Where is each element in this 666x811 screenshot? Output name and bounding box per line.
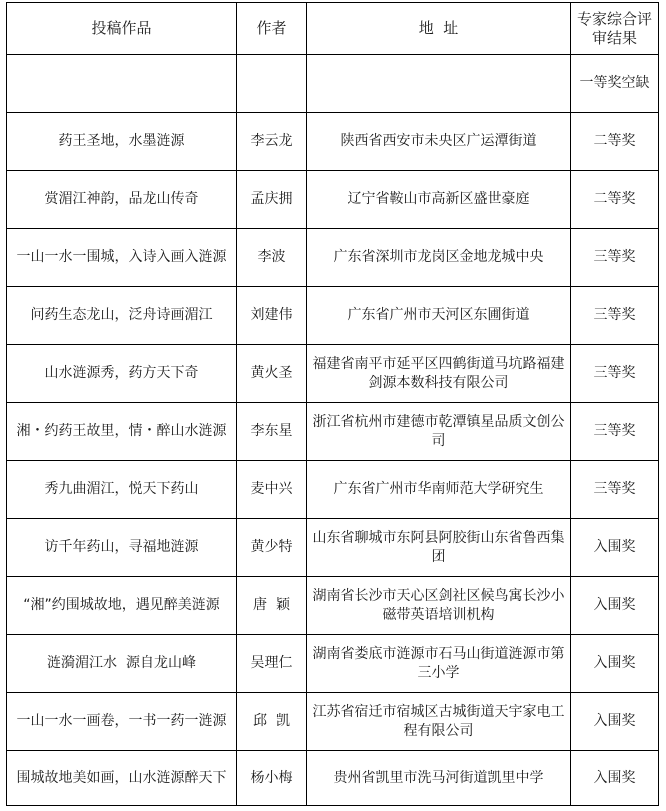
result-cell: 三等奖 (571, 403, 659, 461)
author-cell: 黄火圣 (237, 345, 307, 403)
author-cell: 李云龙 (237, 113, 307, 171)
address-cell: 福建省南平市延平区四鹤街道马坑路福建剑源本数科技有限公司 (307, 345, 571, 403)
table-row (7, 229, 659, 287)
author-cell: 杨小梅 (237, 751, 307, 806)
award-results-table (6, 2, 659, 806)
work-cell (7, 55, 237, 113)
address-cell: 陕西省西安市未央区广运潭街道 (307, 113, 571, 171)
address-cell: 广东省广州市天河区东圃街道 (307, 287, 571, 345)
author-cell: 黄少特 (237, 519, 307, 577)
work-cell: 问药生态龙山，泛舟诗画湄江 (7, 287, 237, 345)
work-cell: 一山一水一围城，入诗入画入涟源 (7, 229, 237, 287)
table-row (7, 55, 659, 113)
result-cell: 三等奖 (571, 287, 659, 345)
author-cell: 吴理仁 (237, 635, 307, 693)
column-header-author: 作者 (237, 3, 307, 55)
result-cell: 二等奖 (571, 113, 659, 171)
table-row (7, 635, 659, 693)
table-header-row (7, 3, 659, 55)
address-cell: 广东省广州市华南师范大学研究生 (307, 461, 571, 519)
author-cell (237, 55, 307, 113)
table-row (7, 345, 659, 403)
author-cell: 刘建伟 (237, 287, 307, 345)
column-header-result: 专家综合评审结果 (571, 3, 659, 55)
result-cell: 一等奖空缺 (571, 55, 659, 113)
work-cell: 涟漪湄江水 源自龙山峰 (7, 635, 237, 693)
table-row (7, 113, 659, 171)
author-cell: 唐 颖 (237, 577, 307, 635)
table-row (7, 287, 659, 345)
result-cell: 三等奖 (571, 461, 659, 519)
work-cell: 赏湄江神韵，品龙山传奇 (7, 171, 237, 229)
table-row (7, 693, 659, 751)
work-cell: “湘”约围城故地，遇见醉美涟源 (7, 577, 237, 635)
author-cell: 孟庆拥 (237, 171, 307, 229)
address-cell: 贵州省凯里市洗马河街道凯里中学 (307, 751, 571, 806)
address-cell: 浙江省杭州市建德市乾潭镇星品质文创公司 (307, 403, 571, 461)
work-cell: 药王圣地，水墨涟源 (7, 113, 237, 171)
table-row (7, 403, 659, 461)
address-cell: 广东省深圳市龙岗区金地龙城中央 (307, 229, 571, 287)
result-cell: 三等奖 (571, 229, 659, 287)
table-row (7, 171, 659, 229)
work-cell: 围城故地美如画，山水涟源醉天下 (7, 751, 237, 806)
work-cell: 山水涟源秀，药方天下奇 (7, 345, 237, 403)
address-cell: 湖南省娄底市涟源市石马山街道涟源市第三小学 (307, 635, 571, 693)
address-cell: 湖南省长沙市天心区剑社区候鸟寓长沙小磁带英语培训机构 (307, 577, 571, 635)
result-cell: 入围奖 (571, 635, 659, 693)
work-cell: 秀九曲湄江，悦天下药山 (7, 461, 237, 519)
result-cell: 入围奖 (571, 577, 659, 635)
address-cell (307, 55, 571, 113)
result-cell: 入围奖 (571, 693, 659, 751)
address-cell: 山东省聊城市东阿县阿胶街山东省鲁西集团 (307, 519, 571, 577)
column-header-address: 地 址 (307, 3, 571, 55)
author-cell: 麦中兴 (237, 461, 307, 519)
author-cell: 李波 (237, 229, 307, 287)
table-row (7, 751, 659, 806)
column-header-work: 投稿作品 (7, 3, 237, 55)
address-cell: 辽宁省鞍山市高新区盛世豪庭 (307, 171, 571, 229)
result-cell: 三等奖 (571, 345, 659, 403)
work-cell: 一山一水一画卷，一书一药一涟源 (7, 693, 237, 751)
result-cell: 二等奖 (571, 171, 659, 229)
result-cell: 入围奖 (571, 519, 659, 577)
author-cell: 李东星 (237, 403, 307, 461)
address-cell: 江苏省宿迁市宿城区古城街道天宇家电工程有限公司 (307, 693, 571, 751)
work-cell: 湘・约药王故里，情・醉山水涟源 (7, 403, 237, 461)
author-cell: 邱 凯 (237, 693, 307, 751)
result-cell: 入围奖 (571, 751, 659, 806)
table-row (7, 461, 659, 519)
work-cell: 访千年药山，寻福地涟源 (7, 519, 237, 577)
table-row (7, 519, 659, 577)
table-row (7, 577, 659, 635)
